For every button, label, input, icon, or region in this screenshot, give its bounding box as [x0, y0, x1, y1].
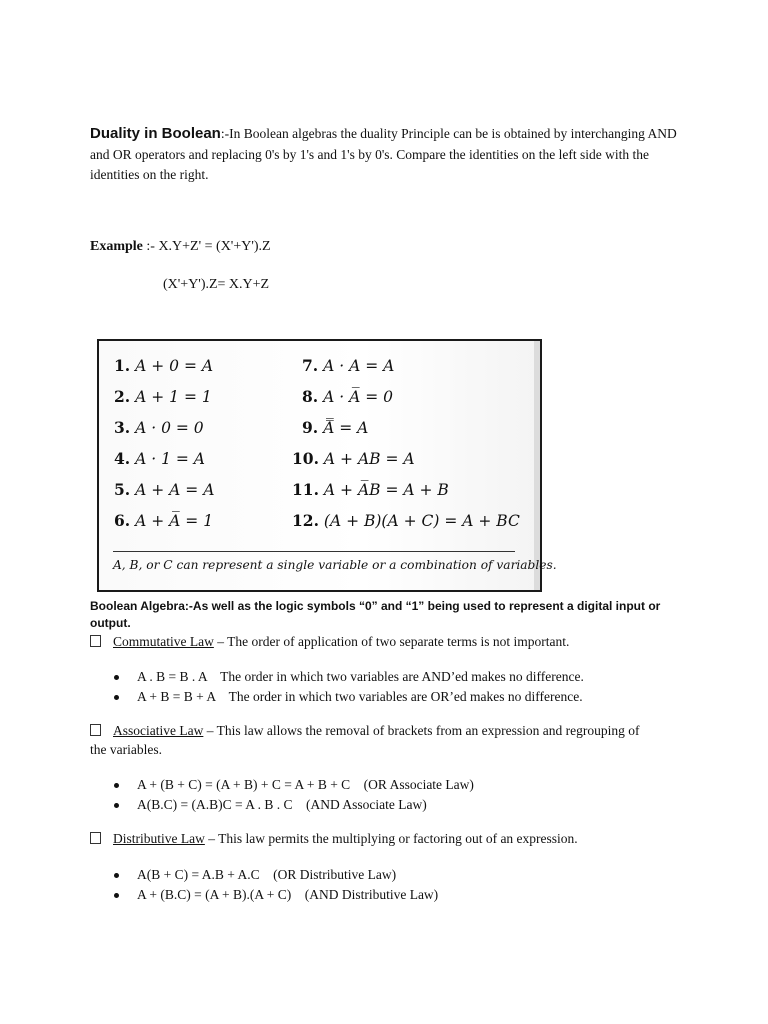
identity-expr: A · A = A — [323, 357, 395, 375]
identity-number: 11. — [292, 480, 319, 499]
identity-expr: A · A̅ = 0 — [323, 388, 393, 406]
identity-5 — [114, 480, 214, 499]
identity-number: 6. — [114, 511, 131, 530]
identity-number: 8. — [302, 387, 319, 406]
bullet-icon — [114, 675, 119, 680]
law-title: Commutative Law — [113, 634, 214, 649]
list-item-text: A + (B + C) = (A + B) + C = A + B + C (OR Associate Law) — [137, 777, 474, 792]
list-item-text: A(B + C) = A.B + A.C (OR Distributive Law) — [137, 867, 397, 882]
identity-expr: A + 0 = A — [135, 357, 214, 375]
identity-number: 7. — [302, 356, 319, 375]
law-description: – The order of application of two separate terms is not important. — [213, 634, 570, 649]
checkbox-glyph-icon — [90, 724, 101, 736]
identities-figure — [97, 339, 557, 592]
checkbox-glyph-icon — [90, 635, 101, 647]
figure-divider — [113, 551, 515, 552]
law-title: Associative Law — [113, 723, 204, 738]
bullet-icon — [114, 783, 119, 788]
associative-list — [90, 775, 474, 814]
commutative-law — [90, 632, 690, 651]
bullet-icon — [114, 803, 119, 808]
distributive-list — [90, 865, 438, 904]
example-line-1 — [90, 239, 271, 255]
identity-number: 12. — [292, 511, 319, 530]
figure-note: A, B, or C can represent a single variable or a combination of variables. — [113, 558, 557, 572]
bullet-icon — [114, 873, 119, 878]
example-expr-1: :- X.Y+Z' = (X'+Y').Z — [142, 239, 271, 254]
identity-4 — [114, 449, 205, 468]
list-item-text: A(B.C) = (A.B)C = A . B . C (AND Associate Law) — [137, 796, 427, 812]
bullet-icon — [114, 893, 119, 898]
example-label: Example — [90, 239, 143, 254]
identity-number: 9. — [302, 418, 319, 437]
identity-expr: A + A = A — [135, 481, 215, 499]
identity-expr: A + 1 = 1 — [135, 388, 212, 406]
identity-1 — [114, 356, 213, 375]
list-item — [90, 795, 474, 815]
law-title: Distributive Law — [113, 831, 205, 846]
list-item-text: A + (B.C) = (A + B).(A + C) (AND Distributive Law) — [137, 886, 439, 902]
list-item-text: A + B = B + A The order in which two variables are OR’ed makes no difference. — [137, 688, 583, 704]
list-item — [90, 667, 584, 687]
duality-text: :-In Boolean algebras the duality Principle can be is obtained by interchanging AND and OR operators and replacing 0's by 1's and 1's by 0's. Compare the identities on the left side with the identities on the right. — [90, 126, 677, 182]
identity-12 — [292, 511, 520, 530]
identity-number: 5. — [114, 480, 131, 499]
identity-expr: A · 1 = A — [135, 450, 205, 468]
law-description: – This law allows the removal of brackets from an expression and regrouping of the variables. — [90, 723, 640, 757]
commutative-list — [90, 667, 584, 706]
figure-edge-shade — [534, 341, 540, 590]
identity-7 — [302, 356, 394, 375]
identity-number: 1. — [114, 356, 131, 375]
identity-expr: A + A̅ = 1 — [135, 512, 214, 530]
checkbox-glyph-icon — [90, 832, 101, 844]
identity-expr: A + A̅B = A + B — [323, 481, 449, 499]
distributive-law — [90, 829, 690, 848]
list-item — [90, 865, 438, 885]
identity-number: 10. — [292, 449, 319, 468]
associative-law — [90, 721, 650, 759]
identity-expr: A + AB = A — [323, 450, 415, 468]
identity-number: 4. — [114, 449, 131, 468]
list-item — [90, 687, 584, 707]
boolean-algebra-heading: Boolean Algebra:-As well as the logic symbols “0” and “1” being used to represent a digital input or output. — [90, 599, 661, 630]
identity-3 — [114, 418, 204, 437]
law-description: – This law permits the multiplying or factoring out of an expression. — [204, 831, 578, 846]
identity-9 — [302, 418, 368, 437]
identity-10 — [292, 449, 415, 468]
list-item-text: A . B = B . A The order in which two variables are AND’ed makes no difference. — [137, 669, 584, 684]
example-line-2: (X'+Y').Z= X.Y+Z — [163, 277, 270, 292]
identity-expr: (A + B)(A + C) = A + BC — [323, 512, 520, 530]
identity-number: 2. — [114, 387, 131, 406]
intro-paragraph — [90, 124, 690, 186]
identity-8 — [302, 387, 393, 406]
identity-expr: A̿ = A — [323, 419, 369, 437]
bullet-icon — [114, 695, 119, 700]
identity-6 — [114, 511, 213, 530]
identity-2 — [114, 387, 212, 406]
list-item — [90, 885, 438, 905]
duality-heading: Duality in Boolean — [90, 125, 221, 142]
identity-number: 3. — [114, 418, 131, 437]
list-item — [90, 775, 474, 795]
identity-expr: A · 0 = 0 — [135, 419, 204, 437]
identity-11 — [292, 480, 449, 499]
